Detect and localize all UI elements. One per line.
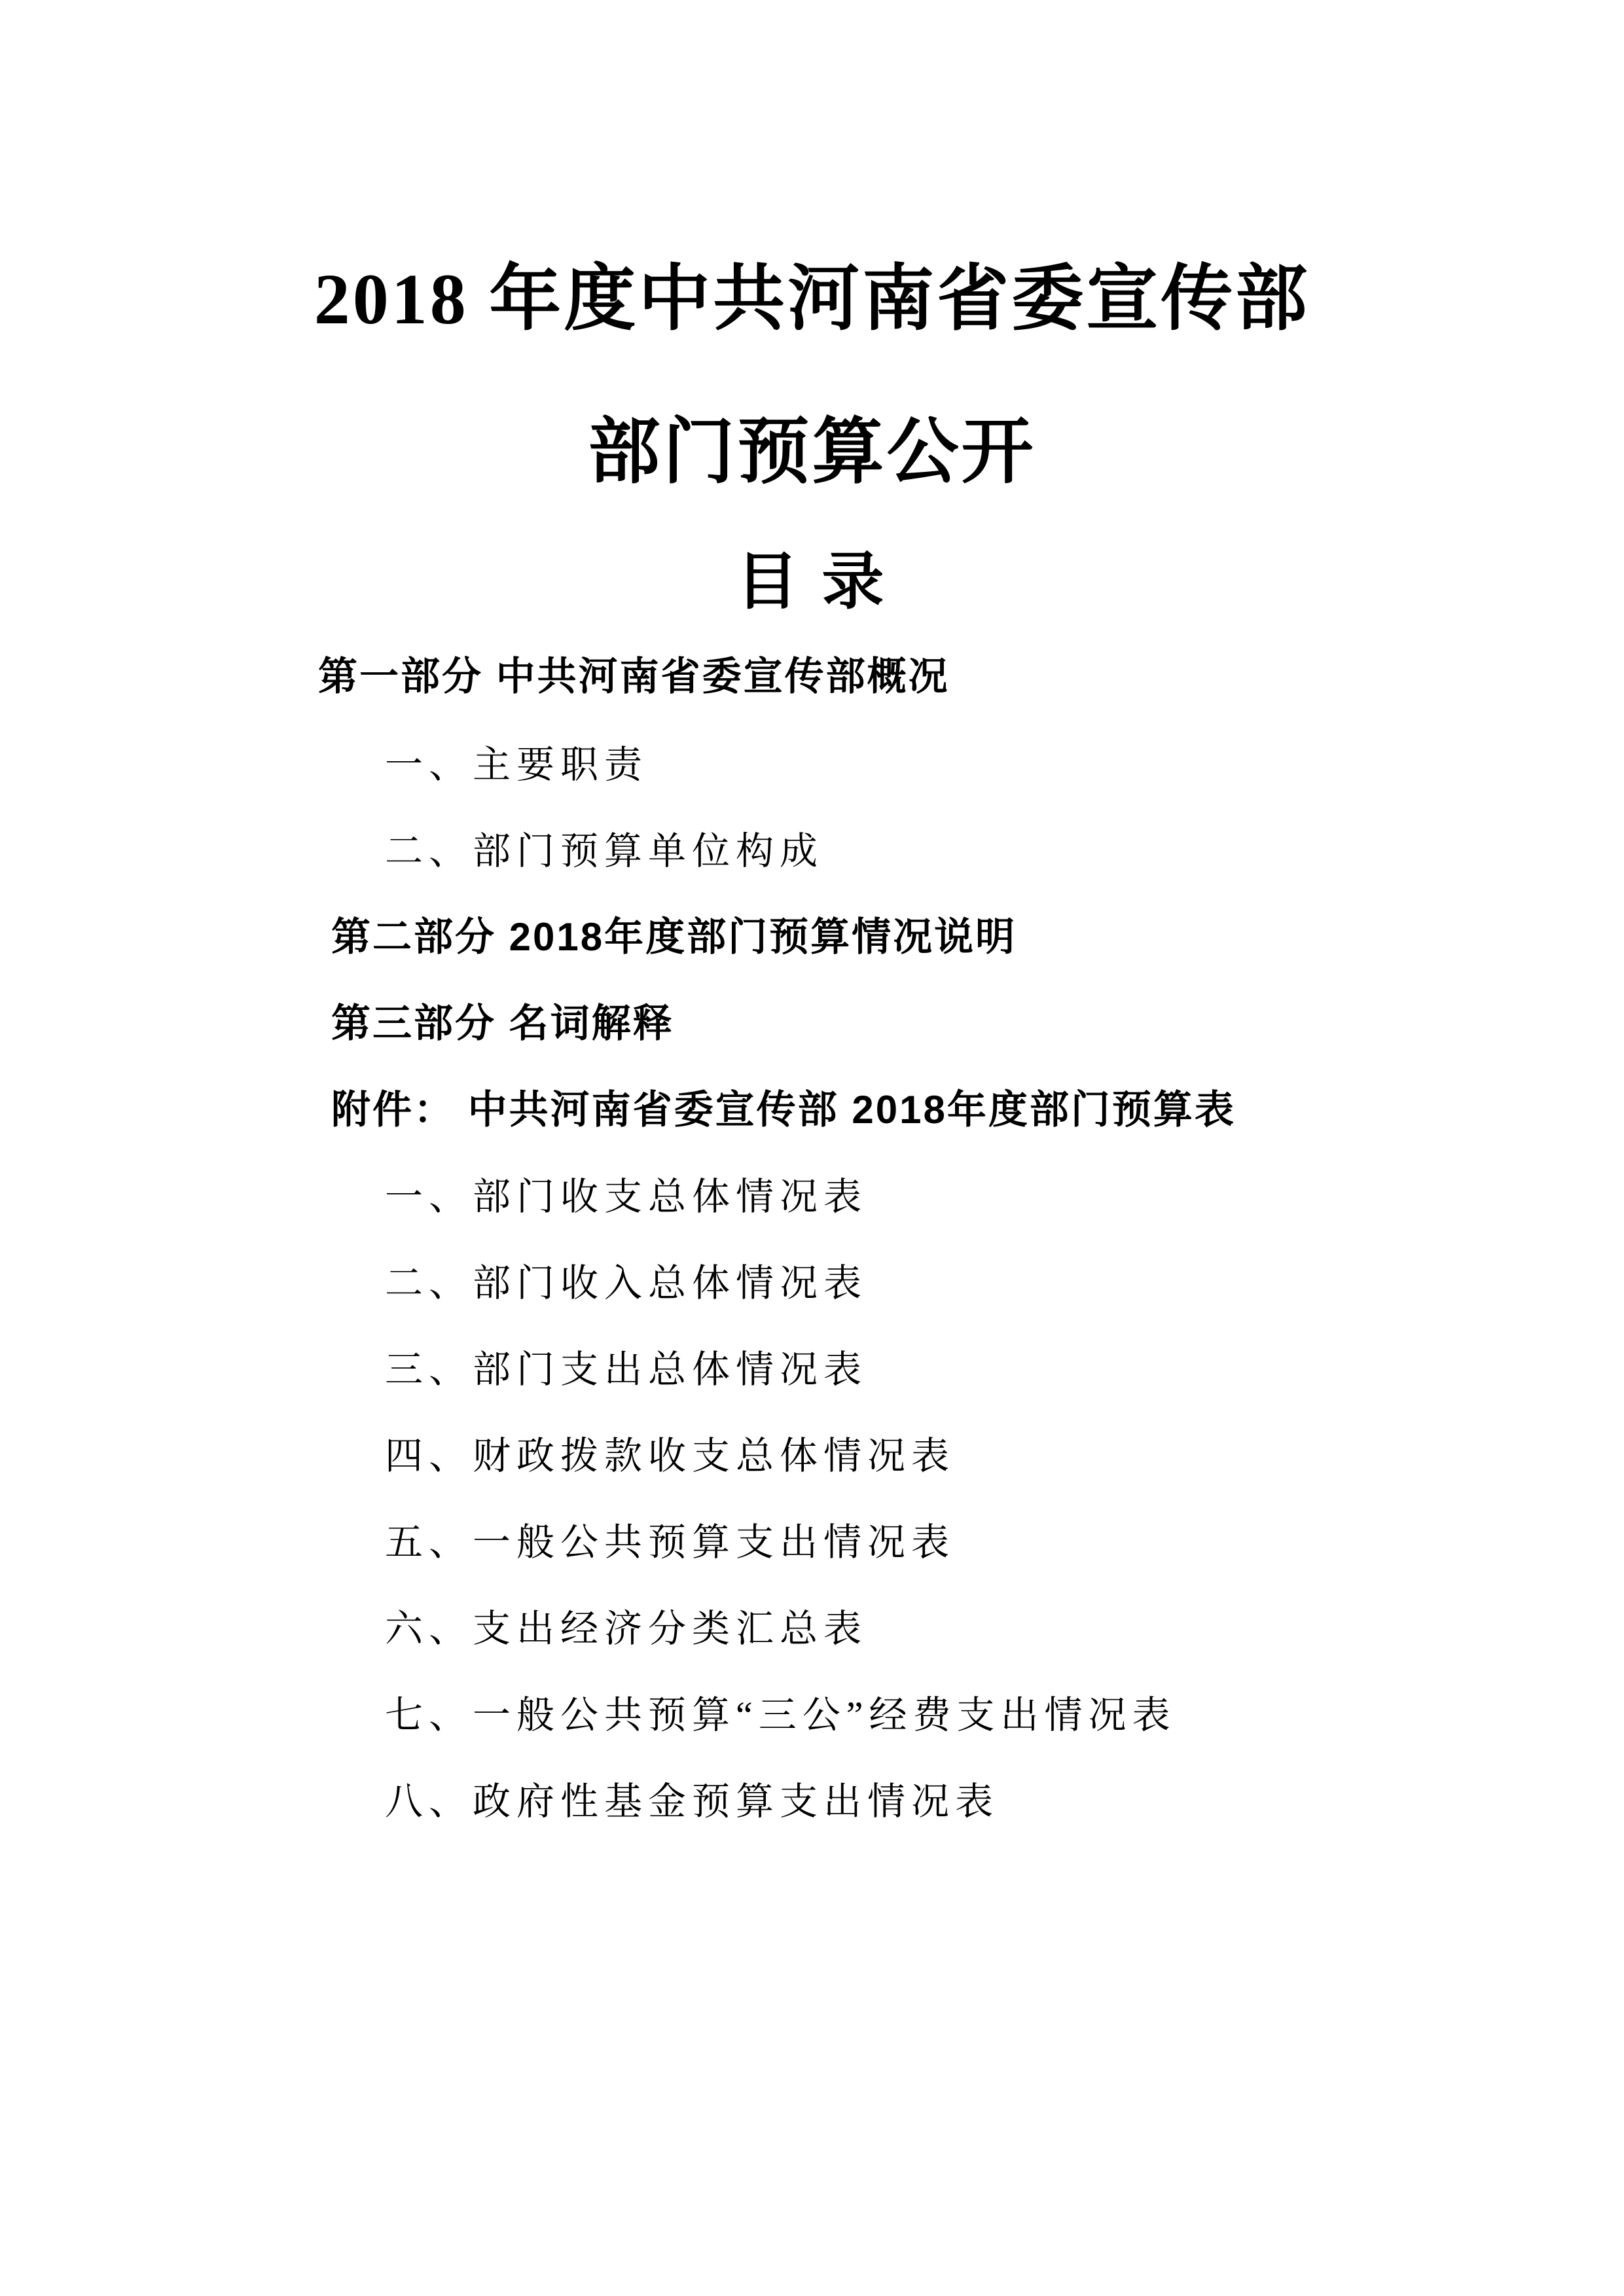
toc-part3-heading: 第三部分 名词解释 [331,1001,674,1045]
toc-part1-item-1: 一、主要职责 [385,744,649,786]
toc-attachments-heading: 附件： 中共河南省委宣传部 2018年度部门预算表 [331,1088,1236,1132]
toc-attachment-item-5: 五、一般公共预算支出情况表 [385,1521,956,1564]
toc-part1-item-2: 二、部门预算单位构成 [385,830,824,872]
document-title-line-1: 2018 年度中共河南省委宣传部 [314,259,1310,339]
toc-attachment-item-2: 二、部门收入总体情况表 [385,1262,868,1304]
document-title-line-2: 部门预算公开 [588,412,1036,492]
toc-attachment-item-8: 八、政府性基金预算支出情况表 [385,1780,1000,1823]
toc-attachment-item-3: 三、部门支出总体情况表 [385,1348,868,1391]
toc-part2-heading: 第二部分 2018年度部门预算情况说明 [331,915,1017,959]
toc-attachment-item-6: 六、支出经济分类汇总表 [385,1607,868,1650]
toc-part1-heading: 第一部分 中共河南省委宣传部概况 [318,655,950,698]
toc-attachment-item-4: 四、财政拨款收支总体情况表 [385,1435,956,1477]
toc-attachment-item-1: 一、部门收支总体情况表 [385,1175,868,1218]
toc-attachment-item-7: 七、一般公共预算“三公”经费支出情况表 [385,1694,1176,1736]
toc-title: 目 录 [736,547,888,617]
